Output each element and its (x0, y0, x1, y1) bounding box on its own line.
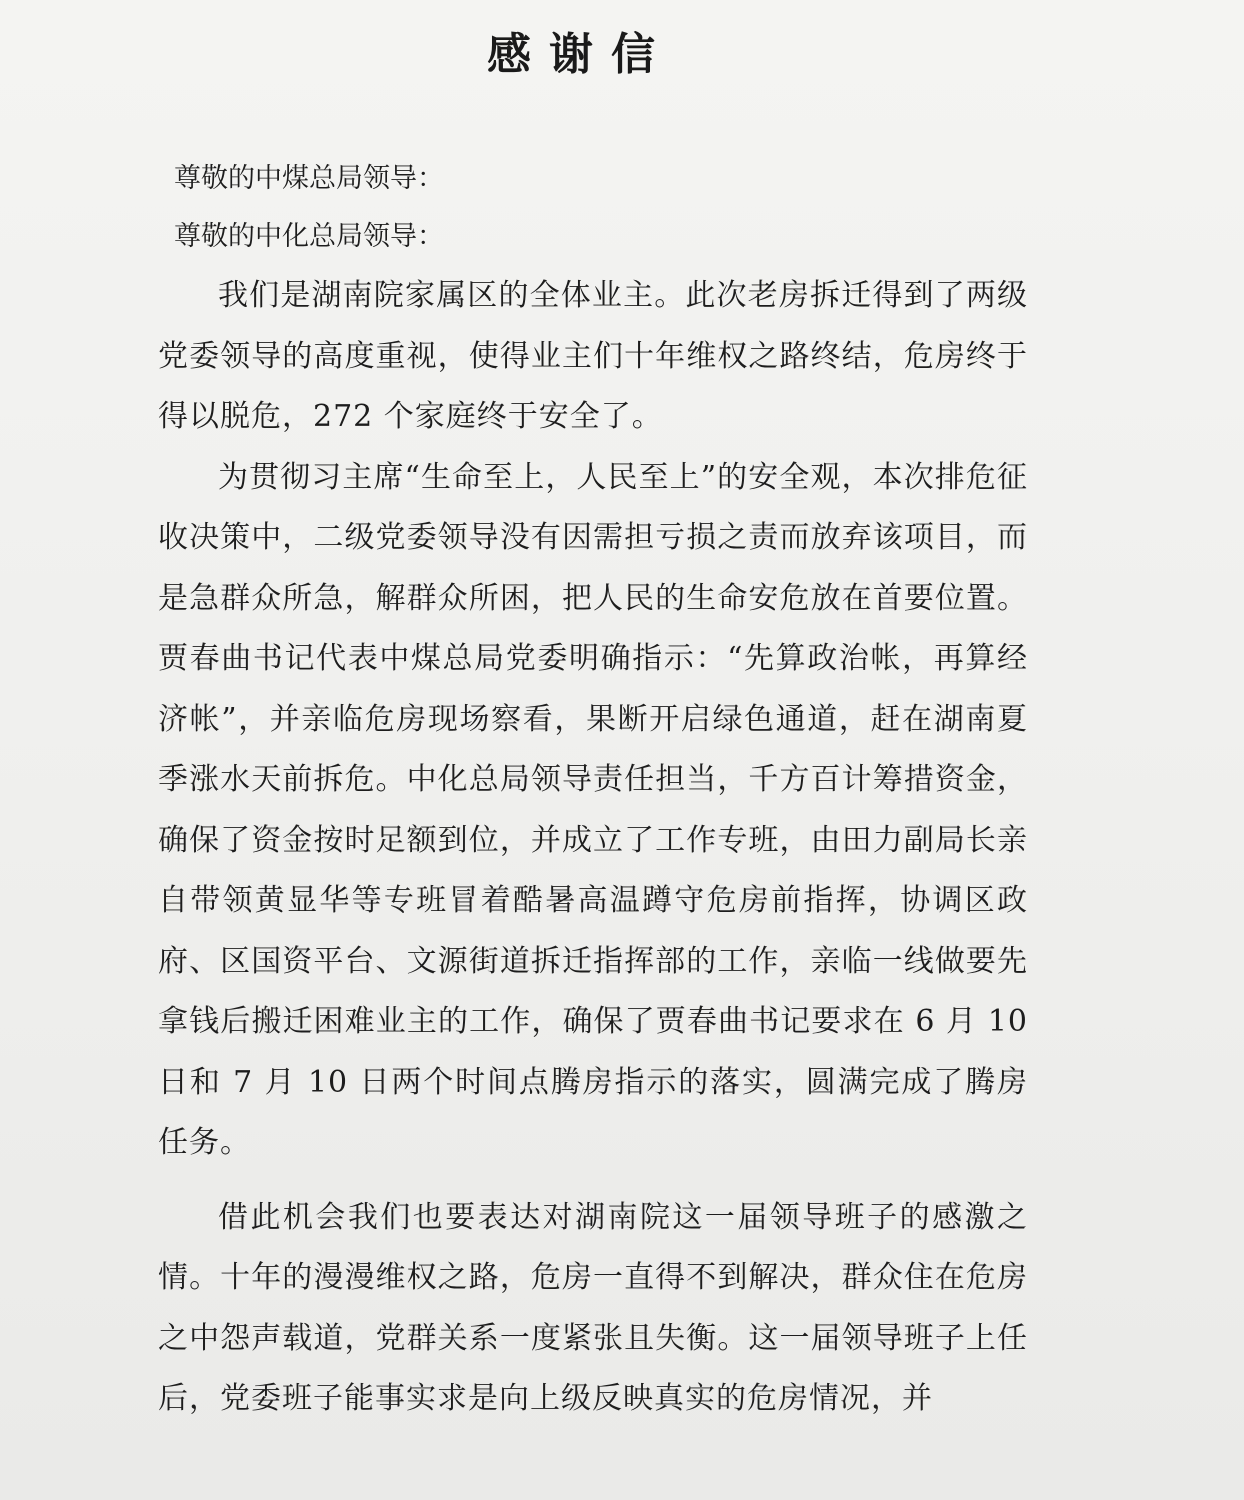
letter-title: 感谢信 (487, 29, 673, 80)
body-paragraph: 为贯彻习主席“生命至上，人民至上”的安全观，本次排危征收决策中，二级党委领导没有因需担亏损之责而放弃该项目，而是急群众所急，解群众所困，把人民的生命安危放在首要位置。贾春曲书记代表中煤总局党委明确指示：“先算政治帐，再算经济帐”，并亲临危房现场察看，果断开启绿色通道，赶在湖南夏季涨水天前拆危。中化总局领导责任担当，千方百计筹措资金，确保了资金按时足额到位，并成立了工作专班，由田力副局长亲自带领黄显华等专班冒着酷暑高温蹲守危房前指挥，协调区政府、区国资平台、文源街道拆迁指挥部的工作，亲临一线做要先拿钱后搬迁困难业主的工作，确保了贾春曲书记要求在 6 月 10 日和 7 月 10 日两个时间点腾房指示的落实，圆满完成了腾房任务。 (158, 459, 1028, 1160)
body-paragraph: 我们是湖南院家属区的全体业主。此次老房拆迁得到了两级党委领导的高度重视，使得业主们十年维权之路终结，危房终于得以脱危，272 个家庭终于安全了。 (158, 278, 1028, 434)
salutation-line: 尊敬的中化总局领导： (174, 221, 444, 252)
salutation-line: 尊敬的中煤总局领导： (174, 163, 444, 194)
letter-body (158, 150, 1028, 1430)
body-paragraph: 借此机会我们也要表达对湖南院这一届领导班子的感激之情。十年的漫漫维权之路，危房一直得不到解决，群众住在危房之中怨声载道，党群关系一度紧张且失衡。这一届领导班子上任后，党委班子能事实求是向上级反映真实的危房情况，并 (158, 1199, 1028, 1416)
